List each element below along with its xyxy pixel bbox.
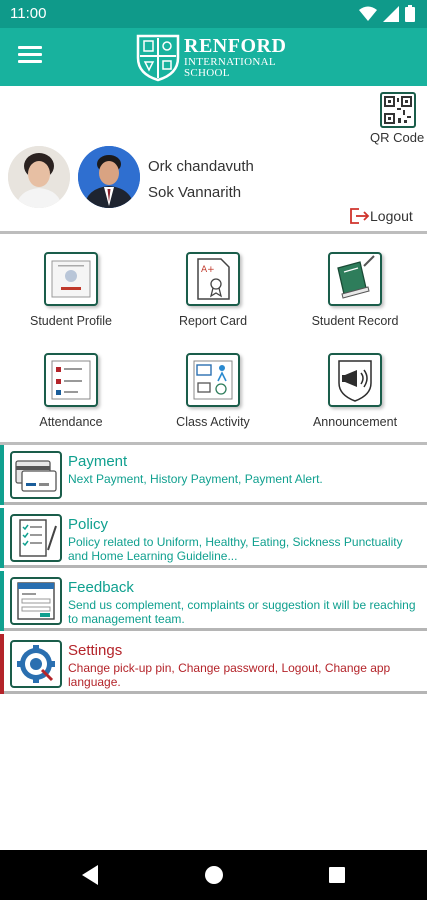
qr-code-label: QR Code [370, 130, 425, 145]
section-divider [0, 231, 427, 234]
tile-class-activity-label: Class Activity [176, 415, 250, 429]
list-item-settings[interactable] [0, 634, 427, 694]
status-icons [359, 5, 415, 22]
recents-icon[interactable] [327, 864, 347, 886]
cellular-icon [383, 6, 399, 22]
row-accent [0, 445, 4, 505]
tile-class-activity[interactable] [142, 353, 284, 453]
home-icon[interactable] [204, 864, 224, 886]
feedback-title: Feedback [68, 579, 134, 596]
svg-text:A+: A+ [201, 265, 215, 275]
student-name-2[interactable]: Sok Vannarith [148, 184, 242, 201]
logout-label: Logout [370, 208, 413, 224]
status-bar [0, 0, 427, 28]
policy-title: Policy [68, 516, 109, 533]
app-bar [0, 28, 427, 86]
payment-description: Next Payment, History Payment, Payment Alert. [68, 472, 323, 486]
tile-student-record-label: Student Record [311, 314, 399, 328]
payment-title: Payment [68, 453, 128, 470]
report-card-icon [186, 252, 240, 306]
payment-card-icon [10, 451, 62, 499]
row-accent [0, 508, 4, 568]
tile-announcement[interactable] [284, 353, 426, 453]
tile-report-card-label: Report Card [178, 314, 248, 328]
settings-gear-icon [10, 640, 62, 688]
back-icon[interactable] [80, 864, 100, 886]
policy-checklist-icon [10, 514, 62, 562]
battery-icon [405, 5, 415, 22]
tile-attendance-label: Attendance [39, 415, 103, 429]
logout-icon [350, 208, 370, 224]
school-logo [136, 32, 286, 82]
system-navigation-bar [0, 850, 427, 900]
status-time: 11:00 [10, 5, 47, 22]
announcement-icon [328, 353, 382, 407]
student-profile-icon [44, 252, 98, 306]
policy-description: Policy related to Uniform, Healthy, Eating, Sickness Punctuality and Home Learning Guideline... [68, 535, 403, 563]
tile-announcement-label: Announcement [312, 415, 398, 429]
list-item-policy[interactable] [0, 508, 427, 568]
qr-code-icon [382, 94, 414, 126]
wifi-icon [359, 6, 377, 22]
tile-student-record[interactable] [284, 252, 426, 352]
feedback-description: Send us complement, complaints or suggestion it will be reaching to management team. [68, 598, 416, 626]
student-record-icon [328, 252, 382, 306]
row-accent [0, 571, 4, 631]
student-photo-icon [78, 146, 140, 208]
settings-description: Change pick-up pin, Change password, Logout, Change app language. [68, 661, 391, 689]
class-activity-icon [186, 353, 240, 407]
avatar-student-2[interactable] [78, 146, 140, 208]
hamburger-menu-icon[interactable] [18, 46, 42, 68]
tile-attendance[interactable] [0, 353, 142, 453]
brand-subtitle-2: SCHOOL [184, 66, 230, 79]
list-item-payment[interactable] [0, 445, 427, 505]
school-crest-icon [136, 32, 180, 82]
feedback-form-icon [10, 577, 62, 625]
brand-subtitle-1: INTERNATIONAL [184, 55, 276, 68]
brand-name: RENFORD [184, 34, 287, 57]
row-accent [0, 634, 4, 694]
student-names [148, 154, 254, 206]
student-photo-icon [8, 146, 70, 208]
tile-student-profile-label: Student Profile [30, 314, 112, 328]
student-name-1[interactable]: Ork chandavuth [148, 158, 254, 175]
list-item-feedback[interactable] [0, 571, 427, 631]
settings-title: Settings [68, 642, 123, 659]
tile-report-card[interactable] [142, 252, 284, 352]
logout-button[interactable] [350, 208, 413, 224]
attendance-icon [44, 353, 98, 407]
brand-text [184, 36, 286, 79]
avatar-student-1[interactable] [8, 146, 70, 208]
qr-code-button[interactable] [380, 92, 416, 128]
tile-student-profile[interactable] [0, 252, 142, 352]
